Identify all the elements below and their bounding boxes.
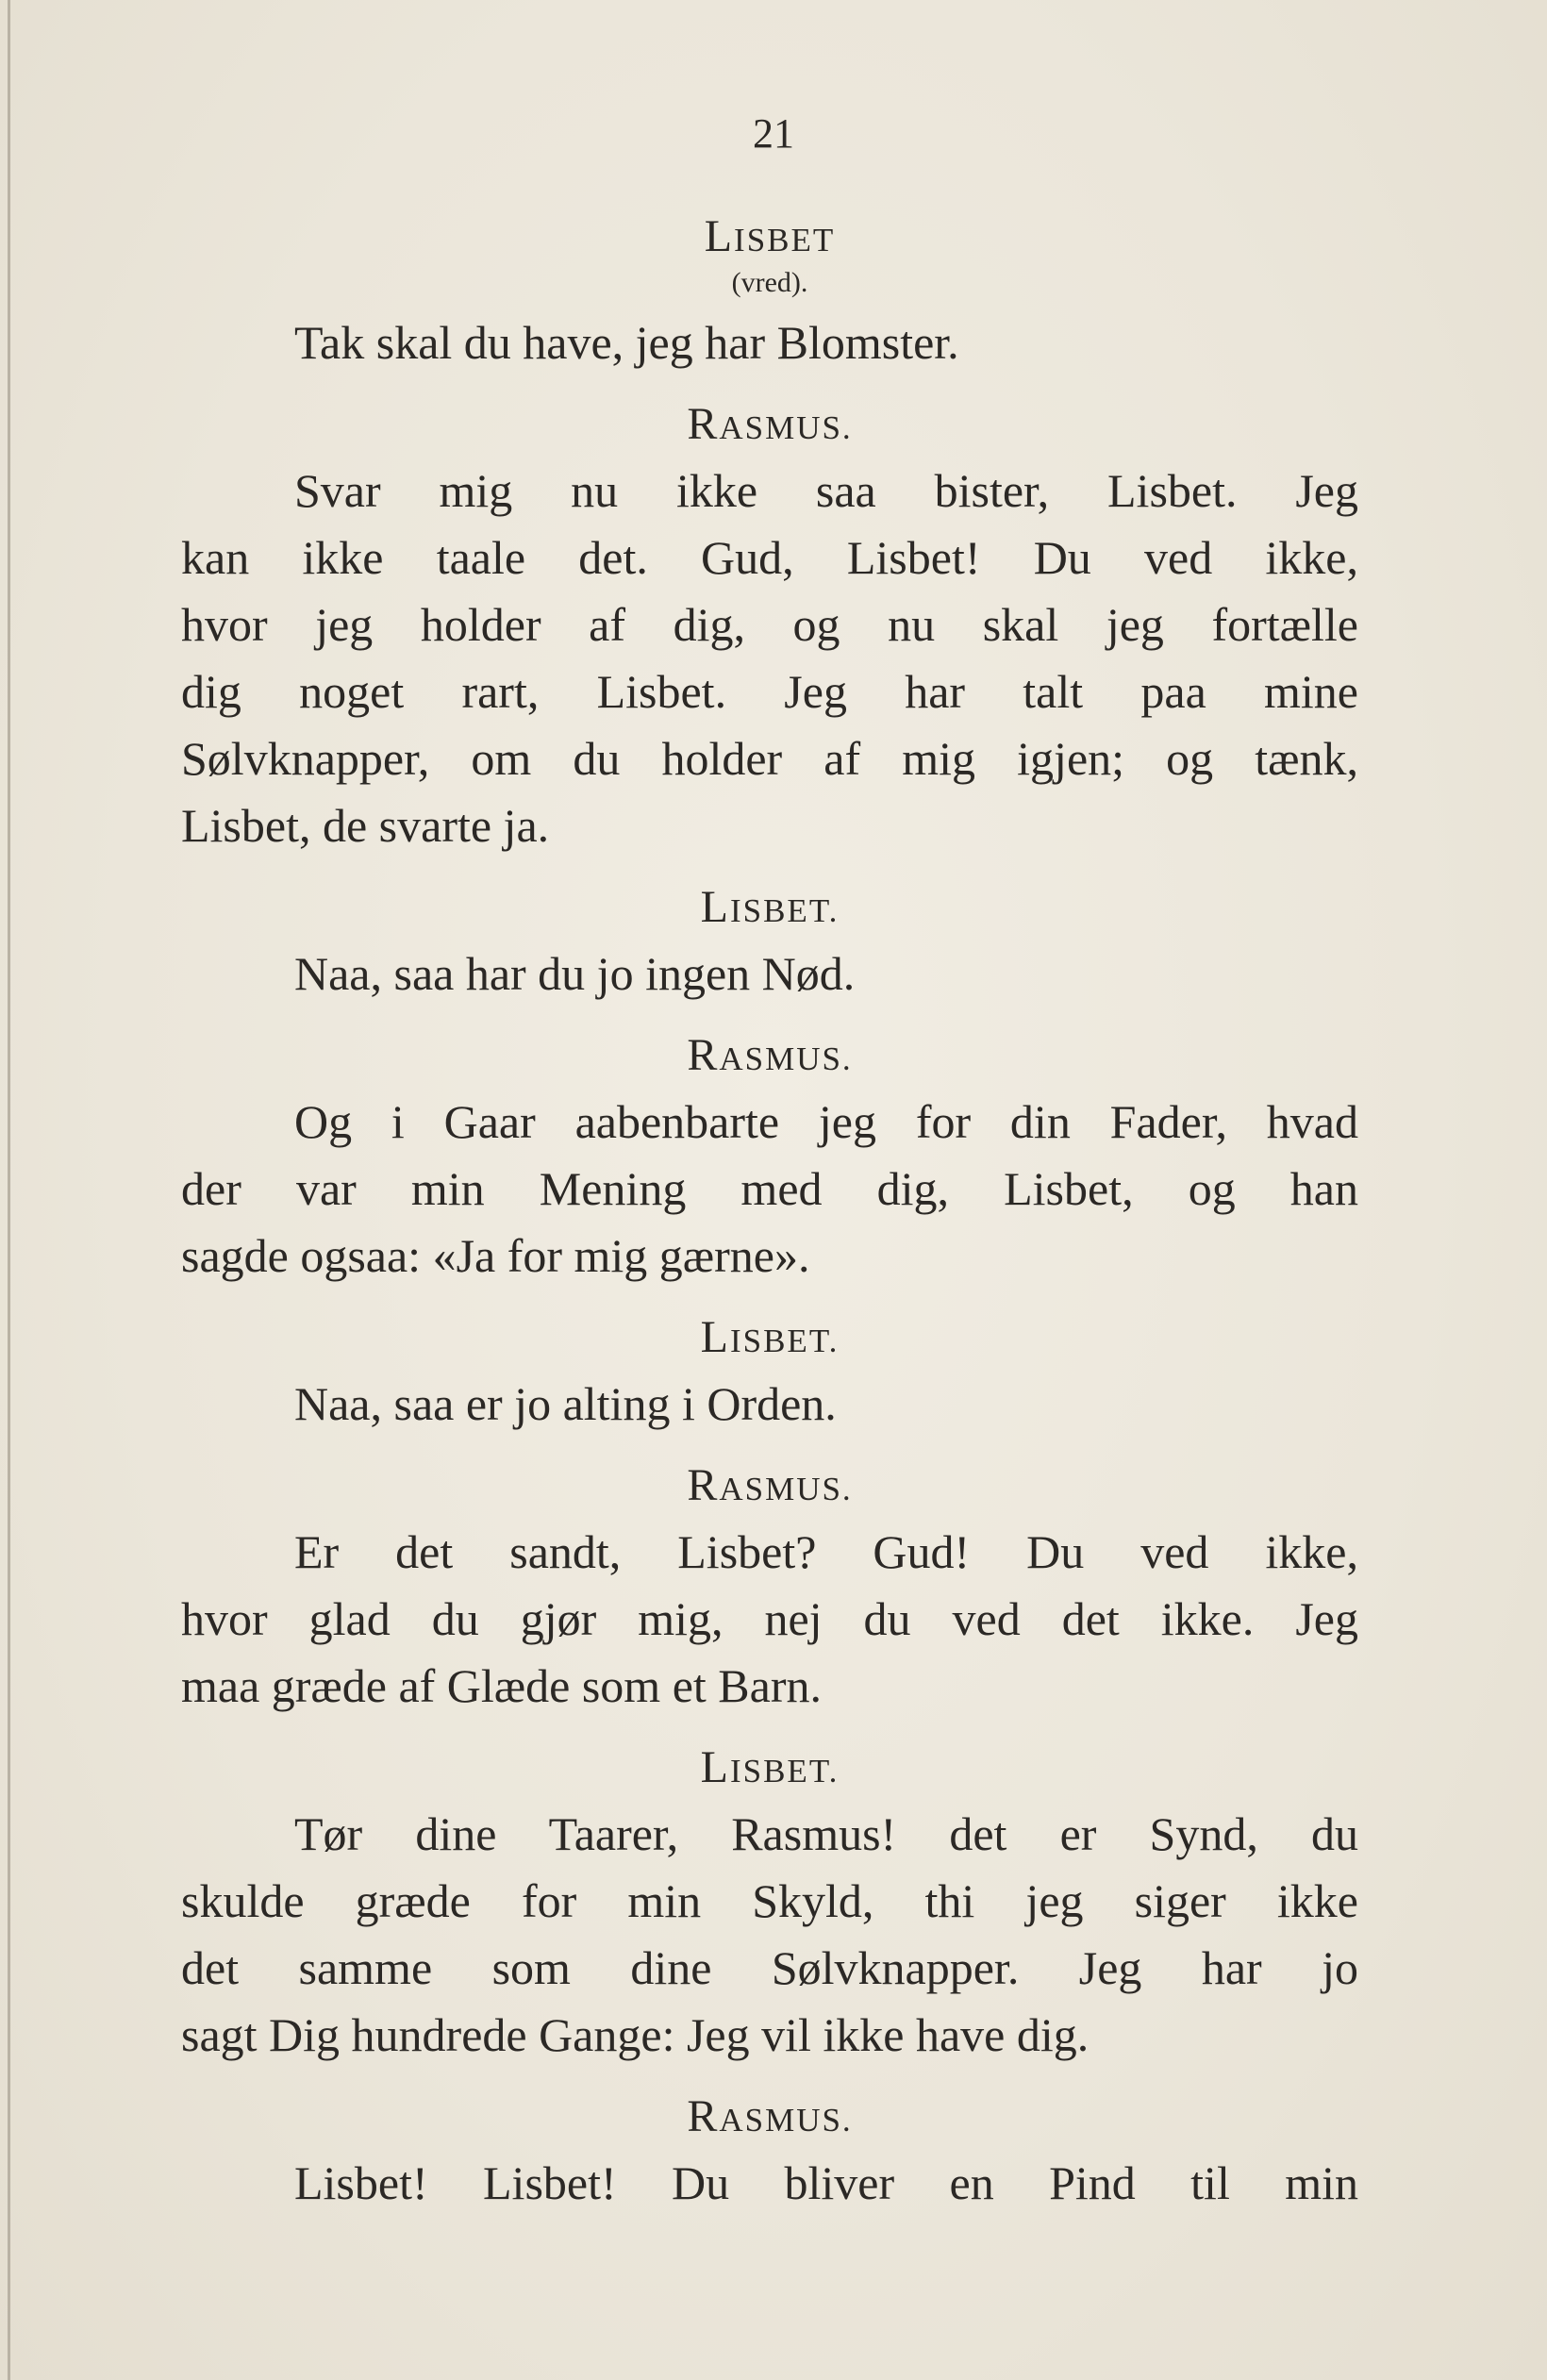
text-line: Tør dine Taarer, Rasmus! det er Synd, du xyxy=(294,1807,1358,1860)
speaker-initial: L xyxy=(700,1312,730,1362)
text-line: Lisbet, de svarte ja. xyxy=(181,799,550,852)
text-line: Svar mig nu ikke saa bister, Lisbet. Jeg xyxy=(294,464,1358,517)
speaker-rest: ISBET. xyxy=(729,892,840,929)
speaker-name xyxy=(181,1310,1358,1365)
text-line: maa græde af Glæde som et Barn. xyxy=(181,1659,822,1712)
speaker-initial: L xyxy=(700,1742,730,1792)
speaker-name xyxy=(181,2089,1358,2144)
block-gap xyxy=(181,859,1358,880)
speech-paragraph xyxy=(181,1801,1358,2069)
speaker-initial: L xyxy=(704,211,735,261)
text-line: Tak skal du have, jeg har Blomster. xyxy=(294,316,959,369)
stage-direction: (vred). xyxy=(731,267,808,298)
block-gap xyxy=(181,1007,1358,1028)
text-line: Sølvknapper, om du holder af mig igjen; og tænk, xyxy=(181,732,1358,785)
text-line: Og i Gaar aabenbarte jeg for din Fader, hvad xyxy=(294,1095,1358,1148)
speaker-rest: ASMUS. xyxy=(719,409,853,446)
block-gap xyxy=(181,1438,1358,1458)
text-line: der var min Mening med dig, Lisbet, og han xyxy=(181,1162,1358,1215)
speaker-rest: ISBET. xyxy=(729,1323,840,1359)
speaker-rest: ASMUS. xyxy=(719,1471,853,1507)
block-gap xyxy=(181,1290,1358,1310)
speaker-initial: R xyxy=(687,399,720,449)
text-line: hvor glad du gjør mig, nej du ved det ikke. Jeg xyxy=(181,1592,1358,1645)
text-line: Naa, saa har du jo ingen Nød. xyxy=(294,947,856,1000)
speech-paragraph xyxy=(181,1519,1358,1720)
block-gap xyxy=(181,1720,1358,1740)
play-text xyxy=(181,209,1358,2217)
speech-paragraph xyxy=(181,458,1358,859)
text-line: sagde ogsaa: «Ja for mig gærne». xyxy=(181,1229,810,1282)
speaker-name xyxy=(181,880,1358,935)
speech-paragraph xyxy=(181,1371,1358,1438)
page-edge xyxy=(8,0,10,2380)
text-line: kan ikke taale det. Gud, Lisbet! Du ved ikke, xyxy=(181,531,1358,584)
speaker-name xyxy=(181,1028,1358,1083)
text-line: hvor jeg holder af dig, og nu skal jeg fortælle xyxy=(181,598,1358,651)
speaker-initial: L xyxy=(700,882,730,932)
text-line: Er det sandt, Lisbet? Gud! Du ved ikke, xyxy=(294,1525,1358,1578)
text-line: Lisbet! Lisbet! Du bliver en Pind til min xyxy=(294,2156,1358,2209)
speaker-initial: R xyxy=(687,1030,720,1080)
speaker-name xyxy=(181,397,1358,452)
speaker-name xyxy=(181,1740,1358,1795)
speaker-rest: ASMUS. xyxy=(719,1040,853,1077)
block-gap xyxy=(181,2069,1358,2089)
speaker-initial: R xyxy=(687,2091,720,2141)
speaker-rest: ASMUS. xyxy=(719,2102,853,2139)
text-line: sagt Dig hundrede Gange: Jeg vil ikke have dig. xyxy=(181,2008,1090,2061)
speech-paragraph xyxy=(181,2150,1358,2217)
text-line: det samme som dine Sølvknapper. Jeg har jo xyxy=(181,1941,1358,1994)
text-line: skulde græde for min Skyld, thi jeg siger ikke xyxy=(181,1874,1358,1927)
speaker-name xyxy=(181,209,1358,264)
page-number: 21 xyxy=(753,110,794,157)
speaker-initial: R xyxy=(687,1460,720,1510)
speaker-rest: ISBET. xyxy=(729,1753,840,1789)
speech-paragraph xyxy=(181,1089,1358,1290)
block-gap xyxy=(181,376,1358,397)
speech-paragraph xyxy=(181,309,1358,376)
speaker-rest: ISBET xyxy=(734,222,836,258)
text-line: Naa, saa er jo alting i Orden. xyxy=(294,1377,837,1430)
speaker-name xyxy=(181,1458,1358,1513)
speech-paragraph xyxy=(181,940,1358,1007)
text-line: dig noget rart, Lisbet. Jeg har talt paa mine xyxy=(181,665,1358,718)
